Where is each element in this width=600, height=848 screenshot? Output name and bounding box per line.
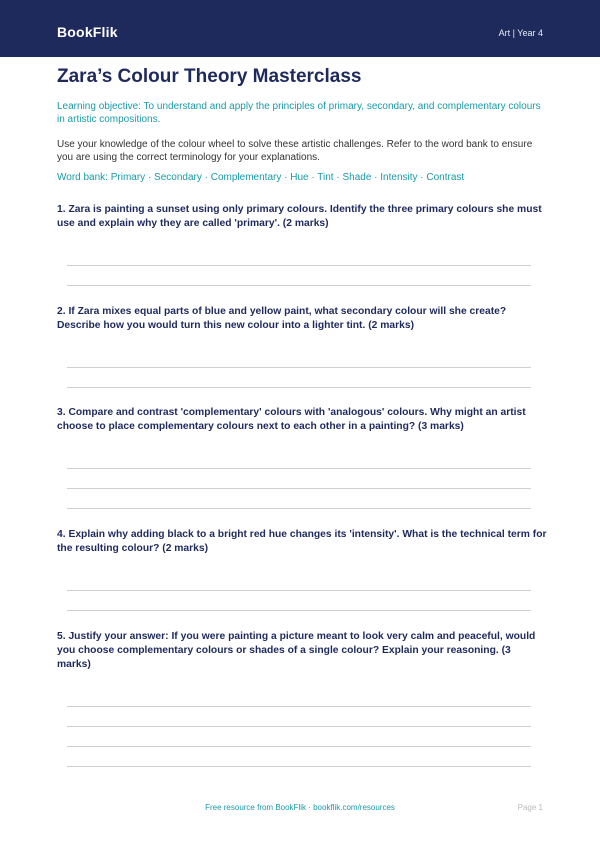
answer-line[interactable] [67, 590, 531, 591]
answer-line[interactable] [67, 285, 531, 286]
answer-line[interactable] [67, 468, 531, 469]
answer-line[interactable] [67, 766, 531, 767]
answer-line[interactable] [67, 726, 531, 727]
instructions: Use your knowledge of the colour wheel to solve these artistic challenges. Refer to the word bank to ensure you are using the correct terminology for your explanations. [57, 139, 533, 163]
subject-year-label: Art | Year 4 [498, 28, 543, 38]
page-number: Page 1 [517, 803, 543, 812]
brand-logo: BookFlik [57, 24, 118, 40]
question-2: 2. If Zara mixes equal parts of blue and yellow paint, what secondary colour will she create? Describe how you would turn this new colour into a lighter tint. (2 marks) [57, 306, 507, 331]
question-5: 5. Justify your answer: If you were painting a picture meant to look very calm and peaceful, would you choose complementary colours or shades of a single colour? Explain your reasoning. (3 marks) [57, 631, 536, 670]
answer-line[interactable] [67, 367, 531, 368]
question-3: 3. Compare and contrast 'complementary' colours with 'analogous' colours. Why might an artist choose to place complementary colours next to each other in a painting? (3 marks) [57, 407, 526, 432]
answer-line[interactable] [67, 265, 531, 266]
learning-objective: Learning objective: To understand and apply the principles of primary, secondary, and complementary colours in artistic compositions. [57, 101, 541, 125]
footer-credit: Free resource from BookFlik · bookflik.com/resources [205, 803, 395, 812]
page-title: Zara’s Colour Theory Masterclass [57, 66, 362, 87]
question-1: 1. Zara is painting a sunset using only primary colours. Identify the three primary colours she must use and explain why they are called 'primary'. (2 marks) [57, 204, 542, 229]
word-bank: Word bank: Primary · Secondary · Complementary · Hue · Tint · Shade · Intensity · Contrast [57, 172, 465, 183]
answer-line[interactable] [67, 706, 531, 707]
answer-line[interactable] [67, 746, 531, 747]
answer-line[interactable] [67, 610, 531, 611]
answer-line[interactable] [67, 488, 531, 489]
answer-line[interactable] [67, 387, 531, 388]
question-4: 4. Explain why adding black to a bright red hue changes its 'intensity'. What is the technical term for the resulting colour? (2 marks) [57, 529, 547, 554]
page-header [0, 0, 600, 57]
answer-line[interactable] [67, 508, 531, 509]
